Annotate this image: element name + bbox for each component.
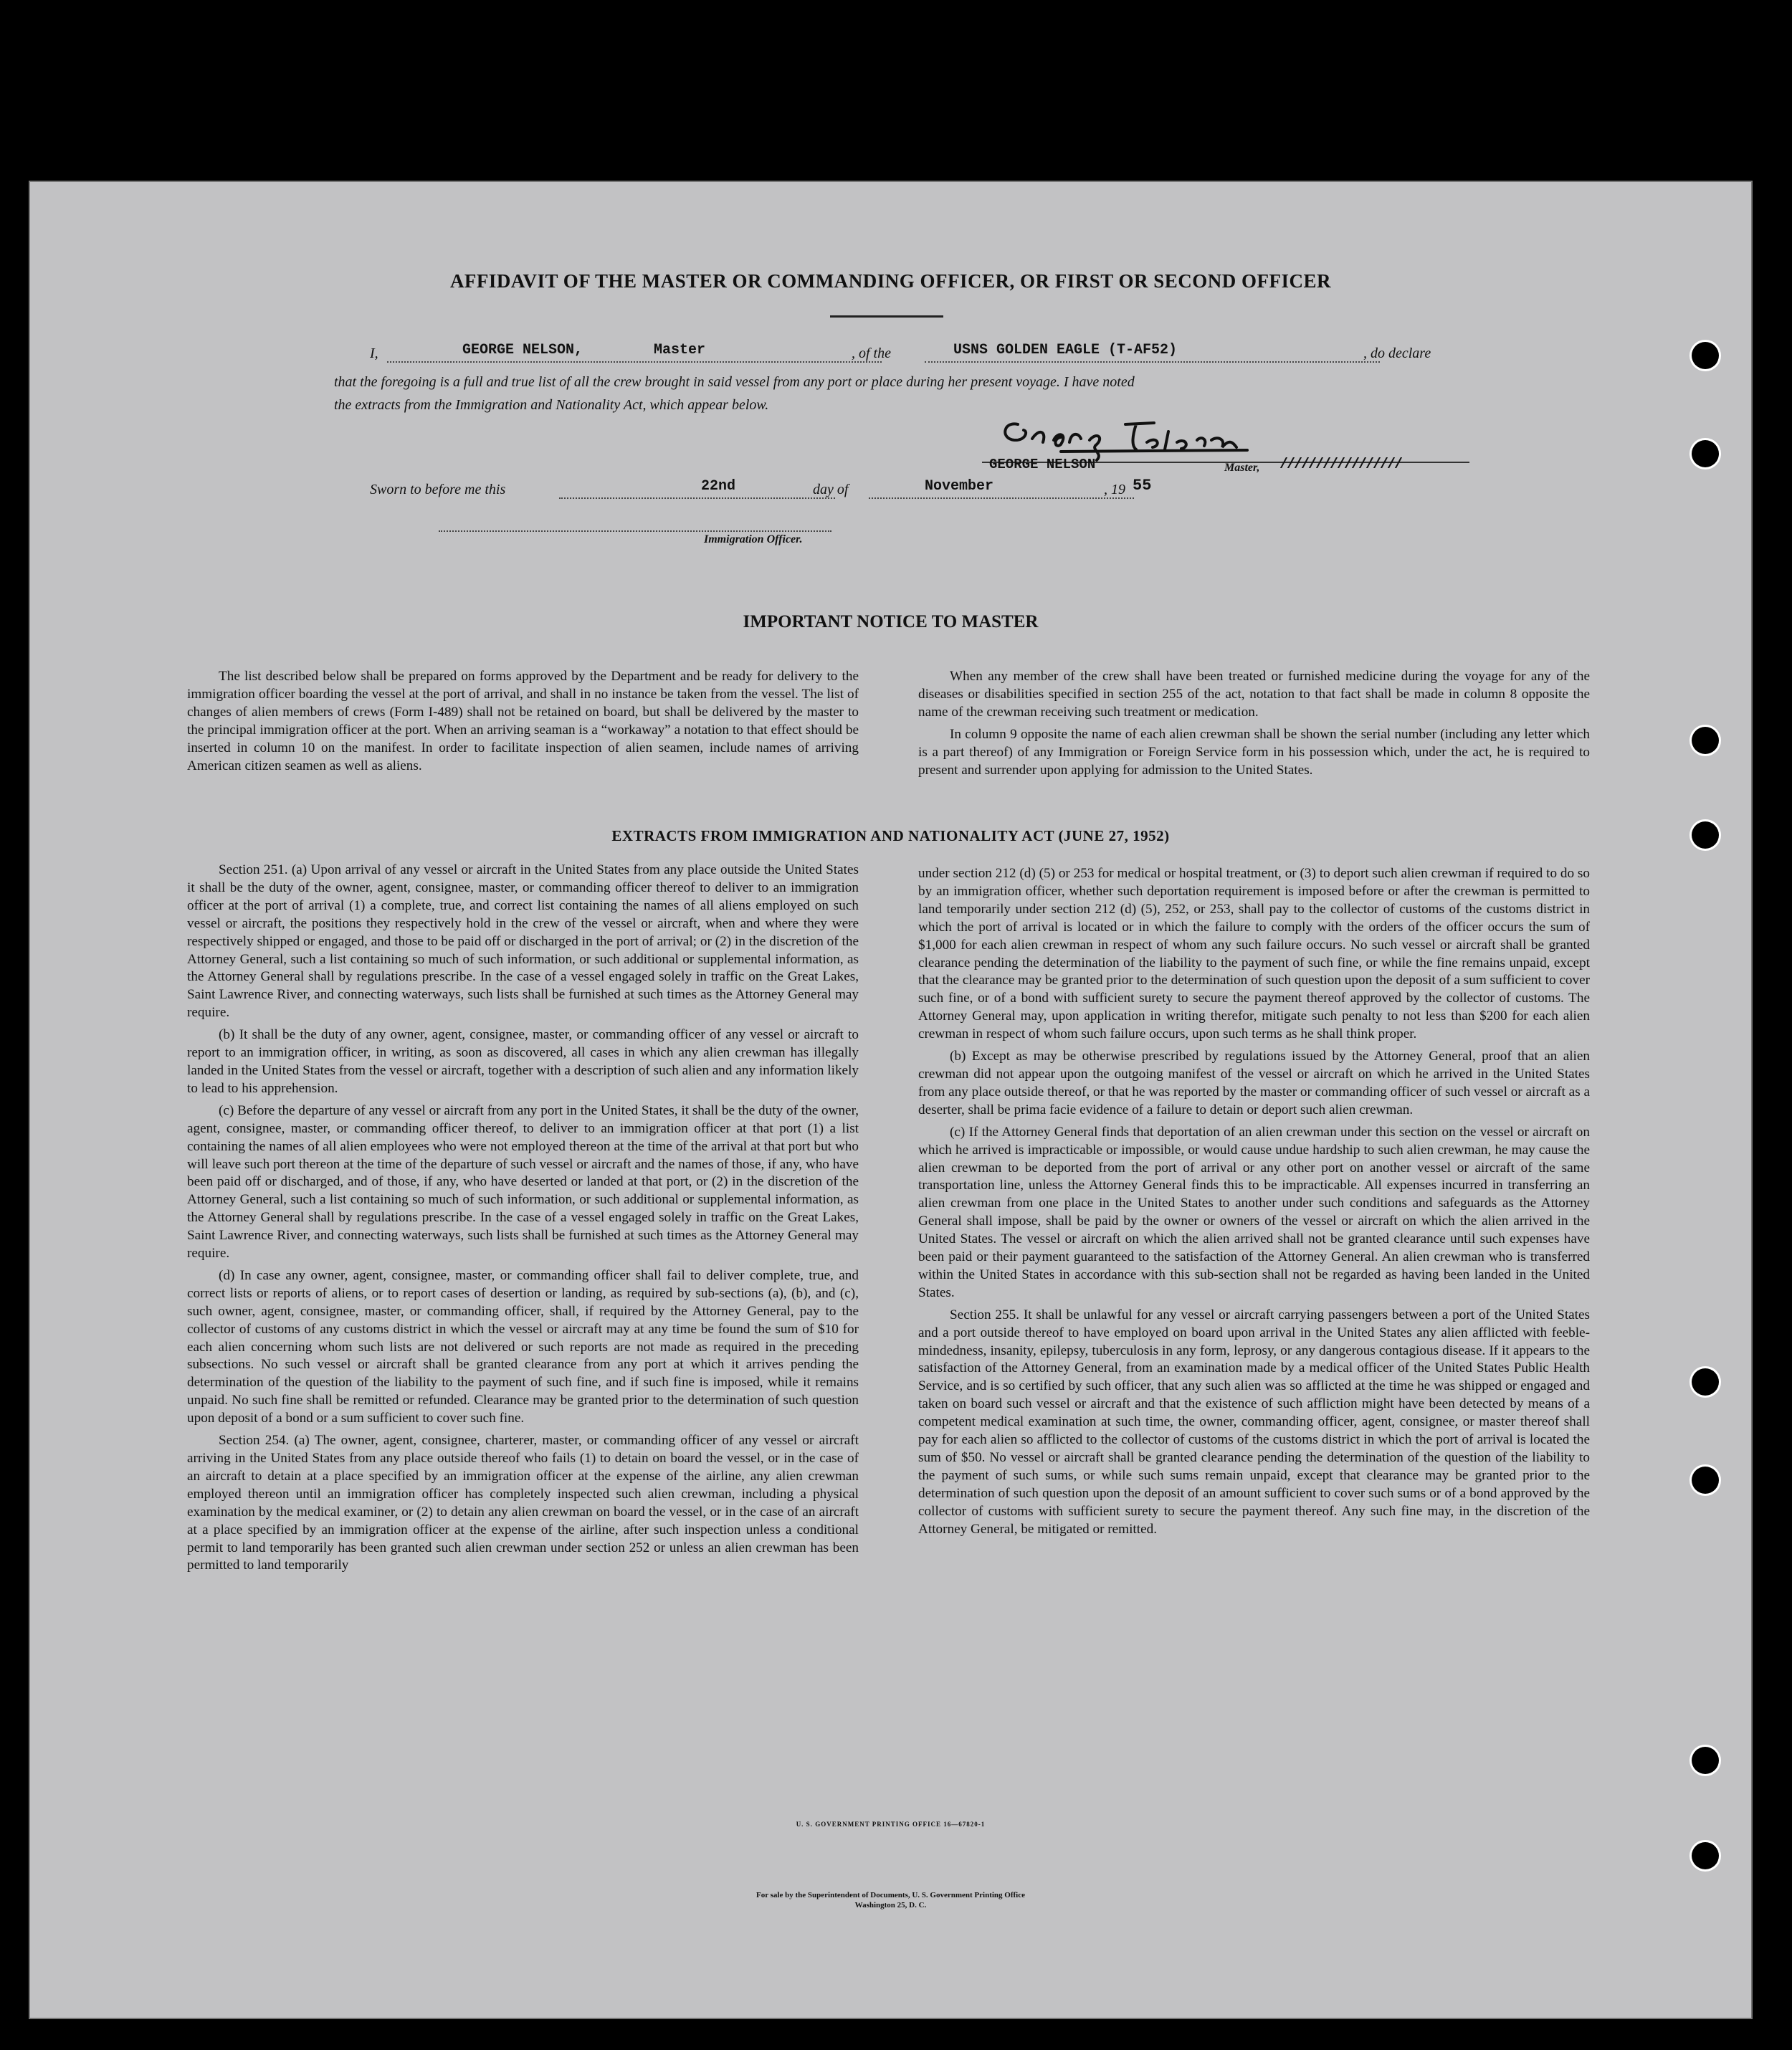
signature-title: Master, [1224,462,1260,474]
day-fill-line [559,497,835,499]
notice-right-column [918,668,1590,783]
notice-heading: IMPORTANT NOTICE TO MASTER [743,612,1039,631]
sworn-label: Sworn to before me this [370,482,506,497]
extracts-right-column [918,865,1590,1543]
signature-typed-name: GEORGE NELSON [989,457,1096,472]
declarant-rank: Master [654,342,706,358]
section-251-c: (c) Before the departure of any vessel or aircraft from any port in the United States, it shall be the duty of the owner, agent, consignee, master, or commanding officer thereof, to deliver to an immigration officer at that port (1) a list containing the names of all alien employees who were not employed thereon at the time of the arrival at that port but who will leave such port thereon at the time of the departure of such vessel or aircraft and the names of those, if any, who have been paid off or discharged, and of those, if any, who have deserted or landed at that port, or (2) in the discretion of the Attorney General, such a list containing so much of such information, or such additional or supplemental information, as the Attorney General shall by regulations prescribe. In the case of a vessel engaged solely in traffic on the Great Lakes, Saint Lawrence River, and connecting waterways, such lists shall be furnished at such times as the Attorney General may require. [187,1102,859,1262]
year-suffix: 55 [1133,477,1152,495]
section-254-a-continued: under section 212 (d) (5) or 253 for medical or hospital treatment, or (3) to deport such alien crewman if required to do so by an immigration officer, whether such deportation requirement is imposed before or after the crewman is permitted to land temporarily under section 212 (d) (5), 252, or 253, shall pay to the collector of customs of the customs district in which the port of arrival is located or in which the failure to comply with the orders of the officer occurs the sum of $1,000 for each alien crewman in respect of whom any such failure occurs. No such vessel or aircraft shall be granted clearance pending the determination of the liability to the payment of such fine, or while the fine remains unpaid, except that the clearance may be granted prior to the determination of such question upon the deposit of a sum sufficient to cover such fine, or of a bond with sufficient surety to secure the payment thereof approved by the collector of customs. The Attorney General may, upon application in writing therefor, mitigate such penalty to not less than $200 for each alien crewman in respect of whom such failure occurs, upon such terms as he shall think proper. [918,866,1590,1042]
notice-left-paragraph: The list described below shall be prepared on forms approved by the Department and be ready for delivery to the immigration officer boarding the vessel at the port of arrival, and shall in no instance be taken from the vessel. The list of changes of alien members of crews (Form I-489) shall not be retained on board, but shall be delivered by the master to the principal immigration officer at the port. When an arriving seaman is a “workaway” a notation to that effect should be inserted in column 10 on the manifest. In order to facilitate inspection of alien seamen, include names of arriving American citizen seamen as well as aliens. [187,669,859,773]
declarant-name: GEORGE NELSON, [462,342,583,358]
vessel-fill-line [925,361,1380,363]
officer-signature-line [439,530,831,532]
notice-right-paragraph-1: When any member of the crew shall have been treated or furnished medicine during the voyage for any of the diseases or disabilities specified in section 255 of the act, notation to that fact shall be made in column 8 opposite the name of the crewman receiving such treatment or medication. [918,669,1590,720]
section-255: Section 255. It shall be unlawful for any vessel or aircraft carrying passengers between a port of the United States and a port outside thereof to have employed on board upon arrival in the United States any alien afflicted with feeble-mindedness, insanity, epilepsy, tuberculosis in any form, leprosy, or any dangerous contagious disease. If it appears to the satisfaction of the Attorney General, from an examination made by a medical officer of the United States Public Health Service, and is so certified by such officer, that any such alien was so afflicted at the time he was shipped or engaged and taken on board such vessel or aircraft and that the existence of such affliction might have been detected by means of a competent medical examination at such time, the owner, commanding officer, agent, consignee, or master thereof shall pay for each alien so afflicted to the collector of customs of the customs district in which the port of arrival is located the sum of $50. No vessel or aircraft shall be granted clearance pending the determination of the question of the liability to the payment of such sums, or while such sums remain unpaid, except that clearance may be granted prior to the determination of such question upon the deposit of an amount sufficient to cover such sums or of a bond approved by the collector of customs with sufficient surety to secure the payment thereof. Any such fine may, in the discretion of the Attorney General, be mitigated or remitted. [918,1307,1590,1537]
declaration-line-1: that the foregoing is a full and true list of all the crew brought in said vessel from any port or place during her present voyage. I have noted [334,374,1135,390]
affidavit-title: AFFIDAVIT OF THE MASTER OR COMMANDING OFFICER, OR FIRST OR SECOND OFFICER [449,270,1332,292]
binder-hole [1692,440,1719,467]
do-declare-label: , do declare [1363,345,1431,361]
binder-hole [1692,1747,1719,1774]
section-251-a: Section 251. (a) Upon arrival of any vessel or aircraft in the United States from any place outside the United States it shall be the duty of the owner, agent, consignee, master, or commanding officer thereof to deliver to an immigration officer at the port of arrival (1) a complete, true, and correct list containing the names of all aliens employed on such vessel or aircraft, the positions they respectively hold in the crew of the vessel or aircraft, when and where they were respectively shipped or engaged, and those to be paid off or discharged in the port of arrival; or (2) in the discretion of the Attorney General, such a list containing so much of such information, or such additional or supplemental information, as the Attorney General shall by regulations prescribe. In the case of a vessel engaged solely in traffic on the Great Lakes, Saint Lawrence River, and connecting waterways, such lists shall be furnished at such times as the Attorney General may require. [187,862,859,1021]
struck-officer-titles: ///////////////// [1279,457,1402,473]
sale-line-1: For sale by the Superintendent of Documents, U. S. Government Printing Office [756,1891,1025,1899]
extracts-heading: EXTRACTS FROM IMMIGRATION AND NATIONALITY ACT (JUNE 27, 1952) [611,827,1170,844]
sworn-day: 22nd [701,478,736,495]
of-the-label: , of the [852,345,891,361]
sale-line-2: Washington 25, D. C. [854,1901,927,1910]
binder-hole [1692,1368,1719,1396]
binder-hole [1692,1467,1719,1494]
notice-right-paragraph-2: In column 9 opposite the name of each alien crewman shall be shown the serial number (including any letter which is a part thereof) of any Immigration or Foreign Service form in his possession which, under the act, he is required to present and surrender upon applying for admission to the United States. [918,726,1590,778]
binder-hole [1692,821,1719,849]
vessel-name: USNS GOLDEN EAGLE (T-AF52) [953,342,1178,358]
title-underline [830,315,943,318]
document-page [29,181,1753,2019]
day-of-label: day of [813,482,849,497]
binder-hole [1692,727,1719,754]
binder-hole [1692,342,1719,369]
immigration-officer-label: Immigration Officer. [704,533,803,545]
binder-hole [1692,1842,1719,1869]
section-251-b: (b) It shall be the duty of any owner, agent, consignee, master, or commanding officer of any vessel or aircraft to report to an immigration officer, in writing, as soon as discovered, all cases in which any alien crewman has illegally landed in the United States from the vessel or aircraft, together with a description of such alien and any information likely to lead to his apprehension. [187,1027,859,1096]
section-251-d: (d) In case any owner, agent, consignee, master, or commanding officer shall fail to deliver complete, true, and correct lists or reports of aliens, or to report cases of desertion or landing, as required by sub-sections (a), (b), and (c), such owner, agent, consignee, master, or commanding officer, shall, if required by the Attorney General, pay to the collector of customs of any customs district in which the vessel or aircraft may at any time be found the sum of $10 for each alien concerning whom such lists are not delivered or such reports are not made as required in the preceding subsections. No such vessel or aircraft shall be granted clearance from any port at which it arrives pending the determination of the question of the liability to the payment of such fine, and if such fine is imposed, while it remains unpaid. No such fine shall be remitted or refunded. Clearance may be granted prior to the determination of such question upon deposit of a bond or a sum sufficient to cover such fine. [187,1267,859,1426]
year-prefix: , 19 [1104,482,1125,497]
section-254-c: (c) If the Attorney General finds that deportation of an alien crewman under this section on the vessel or aircraft on which he arrived is impracticable or impossible, or would cause undue hardship to such alien crewman, he may cause the alien crewman to be deported from the port of arrival or any other port on another vessel or aircraft of the same transportation line, unless the Attorney General finds this to be impracticable. All expenses incurred in transferring an alien crewman from one place in the United States to another under such conditions and safeguards as the Attorney General shall impose, shall be paid by the owner or owners of the vessel or aircraft on which the alien arrived in the United States. The vessel or aircraft on which the alien arrived shall not be granted clearance until such expenses have been paid or their payment guaranteed to the satisfaction of the Attorney General. An alien crewman who is transferred within the United States in accordance with this sub-section shall not be regarded as having been landed in the United States. [918,1124,1590,1300]
name-fill-line [387,361,882,363]
section-254-a: Section 254. (a) The owner, agent, consignee, charterer, master, or commanding officer of any vessel or aircraft arriving in the United States from any place outside thereof who fails (1) to detain on board the vessel, or in the case of an aircraft to detain at a place specified by an immigration officer at the expense of the airline, any alien crewman employed thereon until an immigration officer has completely inspected such alien crewman, including a physical examination by the medical examiner, or (2) to detain any alien crewman on board the vessel, or in the case of an aircraft at a place specified by an immigration officer at the expense of the airline, after such inspection unless a conditional permit to land temporarily has been granted such alien crewman under section 252 or unless an alien crewman has been permitted to land temporarily [187,1433,859,1573]
printing-office-line: U. S. GOVERNMENT PRINTING OFFICE 16—67820-1 [796,1821,986,1828]
section-254-b: (b) Except as may be otherwise prescribed by regulations issued by the Attorney General, proof that an alien crewman did not appear upon the outgoing manifest of the vessel or aircraft on which he arrived in the United States from any place outside thereof, or that he was reported by the master or commanding officer of such vessel or aircraft as a deserter, shall be prima facie evidence of a failure to detain or deport such alien crewman. [918,1049,1590,1117]
declaration-line-2: the extracts from the Immigration and Nationality Act, which appear below. [334,397,769,413]
month-fill-line [869,497,1134,499]
extracts-left-column [187,862,859,1579]
i-label: I, [370,345,378,361]
sworn-month: November [925,478,994,495]
notice-left-column [187,668,859,779]
